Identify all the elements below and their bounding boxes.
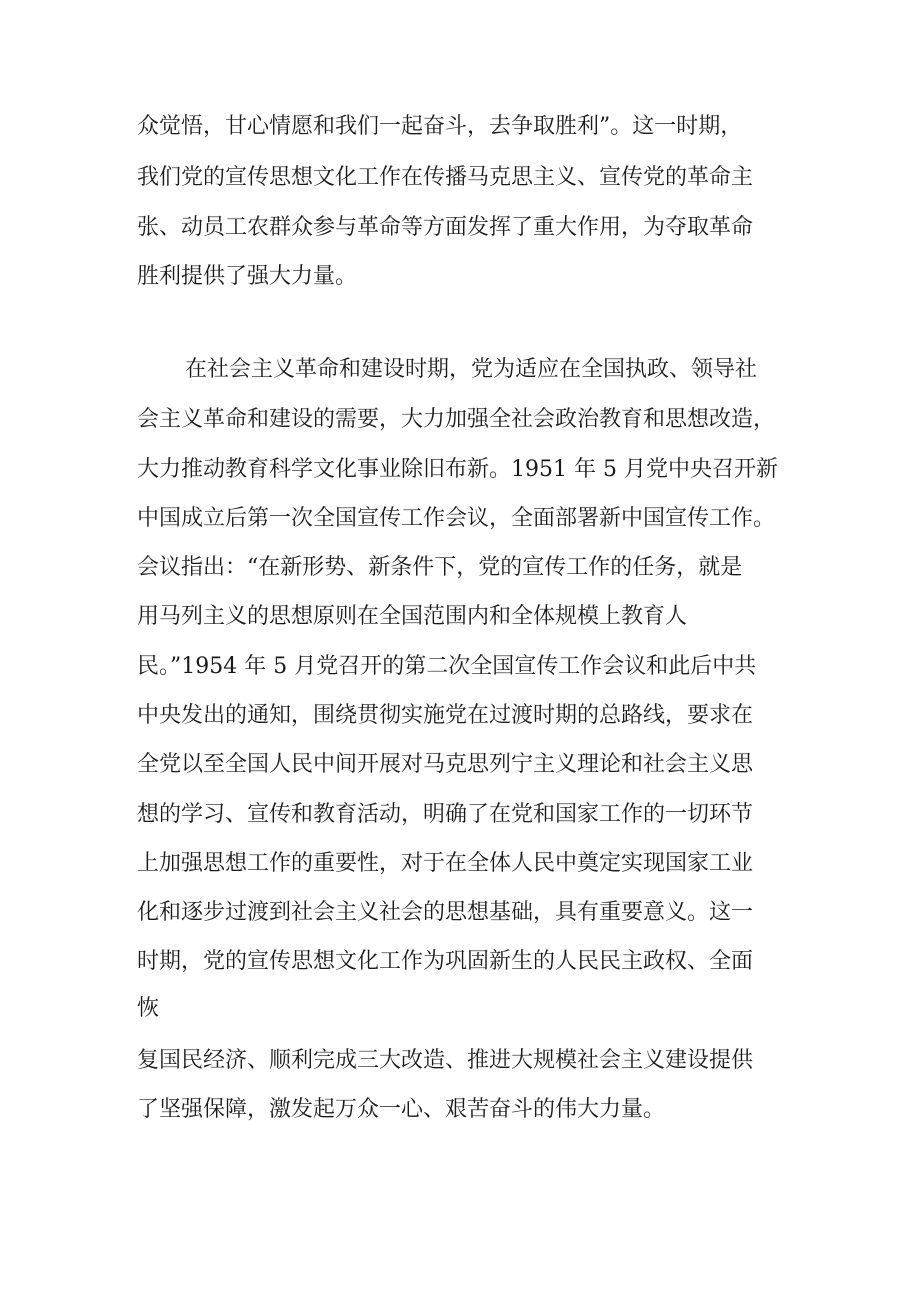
text-line: 了坚强保障，激发起万众一心、艰苦奋斗的伟大力量。: [137, 1097, 666, 1122]
text-line: 张、动员工农群众参与革命等方面发挥了重大作用，为夺取革命: [137, 215, 754, 240]
text-line: 想的学习、宣传和教育活动，明确了在党和国家工作的一切环节: [137, 802, 754, 827]
text-line: 全党以至全国人民中间开展对马克思列宁主义理论和社会主义思: [137, 752, 754, 777]
text-line: 上加强思想工作的重要性，对于在全体人民中奠定实现国家工业: [137, 851, 754, 876]
text-line: 我们党的宣传思想文化工作在传播马克思主义、宣传党的革命主: [137, 165, 754, 190]
text-line: 在社会主义革命和建设时期，党为适应在全国执政、领导社: [185, 357, 758, 382]
text-line: 胜利提供了强大力量。: [137, 264, 358, 289]
text-line: 会主义革命和建设的需要，大力加强全社会政治教育和思想改造，: [137, 407, 776, 432]
text-line: 复国民经济、顺利完成三大改造、推进大规模社会主义建设提供: [137, 1048, 754, 1073]
text-line: 民。”1954 年 5 月党召开的第二次全国宣传工作会议和此后中共: [137, 654, 757, 679]
text-line: 大力推动教育科学文化事业除旧布新。1951 年 5 月党中央召开新: [137, 457, 778, 482]
text-line: 化和逐步过渡到社会主义社会的思想基础，具有重要意义。这一: [137, 900, 754, 925]
text-line: 时期，党的宣传思想文化工作为巩固新生的人民民主政权、全面: [137, 949, 754, 974]
text-line: 恢: [137, 996, 160, 1021]
text-line: 用马列主义的思想原则在全国范围内和全体规模上教育人: [137, 604, 688, 629]
text-line: 会议指出：“在新形势、新条件下，党的宣传工作的任务，就是: [137, 555, 743, 580]
text-line: 中央发出的通知，围绕贯彻实施党在过渡时期的总路线，要求在: [137, 703, 754, 728]
text-line: 众觉悟，甘心情愿和我们一起奋斗，去争取胜利”。这一时期，: [137, 114, 743, 139]
text-line: 中国成立后第一次全国宣传工作会议，全面部署新中国宣传工作。: [137, 506, 776, 531]
